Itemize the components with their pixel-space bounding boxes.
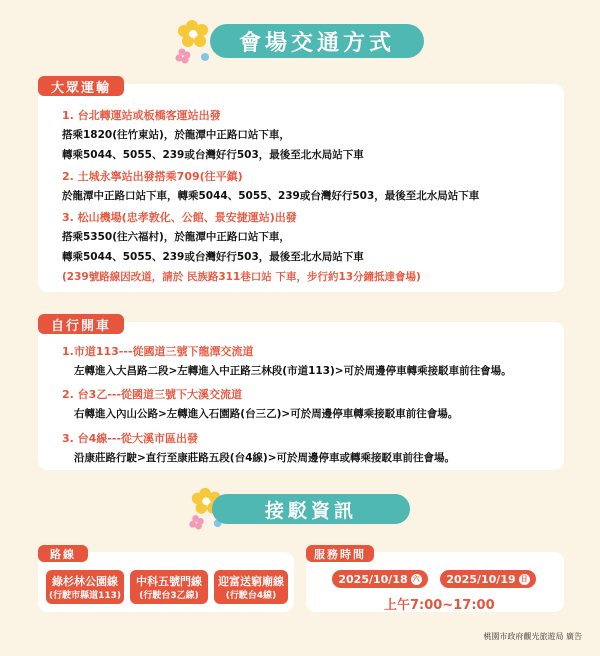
route-1-sub: (行駛市縣道113): [48, 591, 121, 601]
date-2: 2025/10/19: [446, 572, 516, 586]
route-button-2[interactable]: [130, 570, 208, 604]
transit-item-1-line-1: 搭乘1820(往竹東站)，於龍潭中正路口站下車，: [62, 129, 290, 141]
weekday-2-badge: 日: [520, 575, 528, 583]
route-2-name: 中科五號門線: [136, 575, 202, 588]
service-time-tag: 服務時間: [306, 545, 374, 562]
date-1: 2025/10/18: [338, 572, 408, 586]
transit-item-1-line-2: 轉乘5044、5055、239或台灣好行503，最後至北水局站下車: [62, 149, 364, 161]
transit-item-2-line-1: 於龍潭中正路口站下車，轉乘5044、5055、239或台灣好行503，最後至北水局站下車: [62, 190, 480, 202]
date-pill-2: [440, 570, 536, 588]
driving-item-1-head: 1.市道113---從國道三號下龍潭交流道: [62, 345, 254, 358]
weekday-1-badge: 六: [412, 575, 420, 583]
route-button-1[interactable]: [46, 570, 124, 604]
route-button-3[interactable]: [214, 570, 288, 604]
transit-item-1-head: 1. 台北轉運站或板橋客運站出發: [62, 109, 221, 122]
transit-item-3-line-1: 搭乘5350(往六福村)，於龍潭中正路口站下車，: [62, 231, 290, 243]
transit-item-3-line-2: 轉乘5044、5055、239或台灣好行503，最後至北水局站下車: [62, 251, 364, 263]
driving-item-3-head: 3. 台4線---從大溪市區出發: [62, 432, 199, 445]
route-2-sub: (行駛台3乙線): [139, 591, 199, 601]
route-3-name: 迎富送窮廟線: [218, 575, 284, 588]
transit-item-3-head: 3. 松山機場(忠孝敦化、公館、景安捷運站)出發: [62, 211, 297, 224]
service-hours: 上午7:00~17:00: [384, 598, 495, 613]
driving-item-2-head: 2. 台3乙---從國道三號下大溪交流道: [62, 388, 243, 401]
transit-item-2-head: 2. 土城永寧站出發搭乘709(往平鎮): [62, 170, 243, 183]
route-3-sub: (行駛台4線): [225, 591, 277, 601]
transit-detour-note: (239號路線因改道，請於 民族路311巷口站 下車，步行約13分鐘抵達會場): [62, 271, 421, 283]
driving-item-3-line: 沿康莊路行駛>直行至康莊路五段(台4線)>可於周邊停車或轉乘接駁車前往會場。: [74, 452, 455, 464]
public-transit-tag: 大眾運輸: [38, 76, 124, 96]
driving-item-2-line: 右轉進入內山公路>左轉進入石園路(台三乙)>可於周邊停車轉乘接駁車前往會場。: [74, 408, 459, 420]
footer-credit: 桃園市政府觀光旅遊局 廣告: [483, 632, 582, 641]
route-1-name: 綠杉林公園線: [52, 575, 118, 588]
page-title: 會場交通方式: [210, 24, 424, 58]
driving-tag: 自行開車: [38, 314, 124, 334]
date-pill-1: [332, 570, 428, 588]
routes-tag: 路線: [38, 545, 88, 562]
shuttle-title: 接駁資訊: [212, 494, 410, 524]
driving-item-1-line: 左轉進入大昌路二段>左轉進入中正路三林段(市道113)>可於周邊停車轉乘接駁車前往會場。: [74, 365, 512, 377]
